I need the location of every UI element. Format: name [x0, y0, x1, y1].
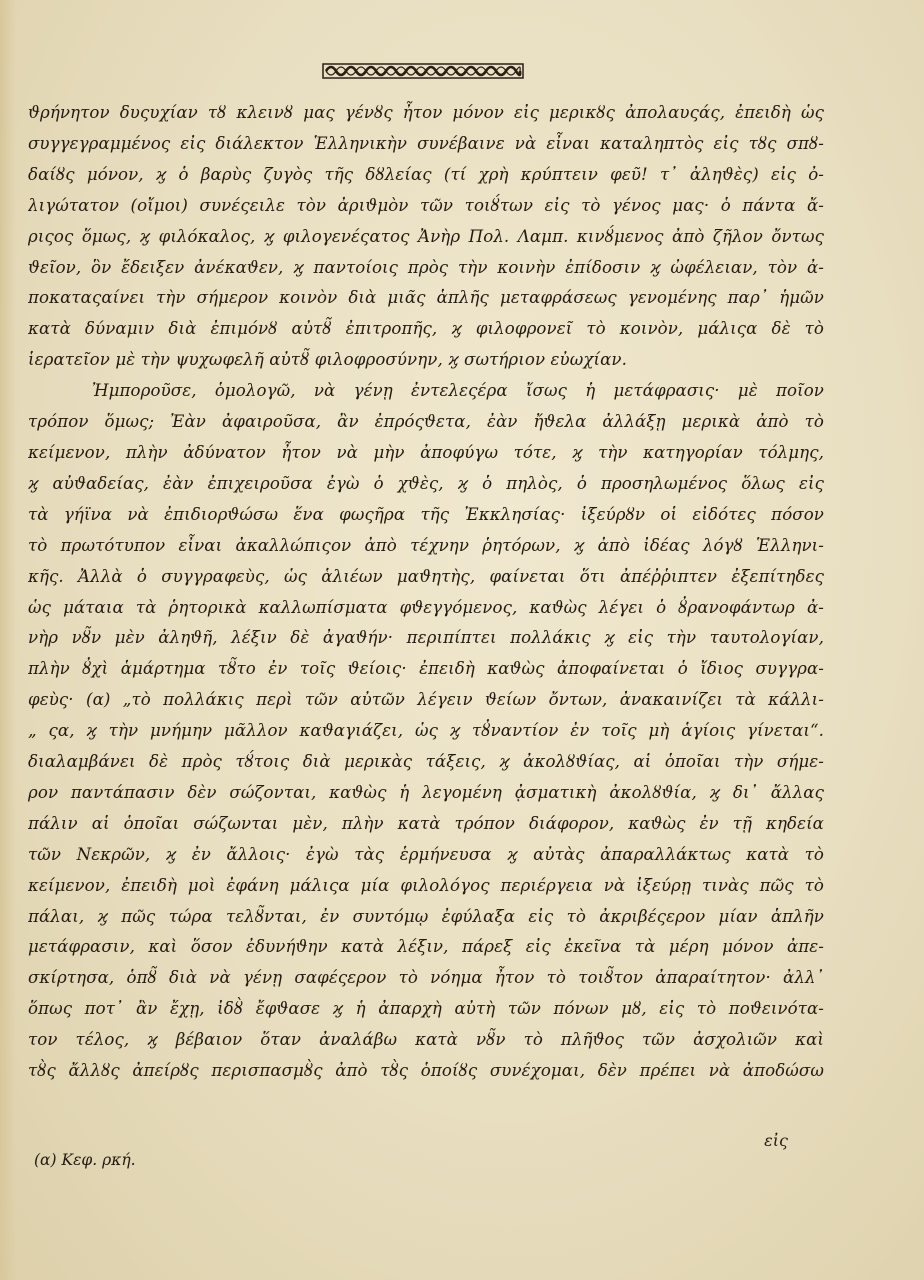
text-line: „ ςα, ϗ τὴν μνήμην μᾶλλον καϑαγιάζει, ὡς ϗ τȣ̓ναντίον ἐν τοῖς μὴ ἁγίοις γίνεται“. [28, 721, 824, 741]
text-line: ϗ αὐϑαδείας, ἐὰν ἐπιχειροῦσα ἐγὼ ὁ χϑὲς, ϗ ὁ πηλὸς, ὁ προσηλωμένος ὅλως εἰς [28, 473, 824, 493]
text-line: μετάφρασιν, καὶ ὅσον ἐδυνήϑην κατὰ λέξιν, πάρεξ εἰς ἐκεῖνα τὰ μέρη μόνον ἀπε- [28, 937, 824, 957]
text-line: σκίρτησα, ὁπȣ̃ διὰ νὰ γένῃ σαφέςερον τὸ νόημα ἦτον τὸ τοιȣ̃τον ἀπαραίτητον· ἀλλ᾽ [28, 968, 824, 988]
text-line: λιγώτατον (οἴμοι) συνέςειλε τὸν ἀριϑμὸν τῶν τοιȣ́των εἰς τὸ γένος μας· ὁ πάντα ἄ- [28, 195, 824, 215]
text-line: κατὰ δύναμιν διὰ ἐπιμόνȣ αὐτȣ̃ ἐπιτροπῆς, ϗ φιλοφρονεῖ τὸ κοινὸν, μάλιςα δὲ τὸ [28, 319, 824, 339]
text-line: ριςος ὅμως, ϗ φιλόκαλος, ϗ φιλογενέςατος Ἀνὴρ Πολ. Λαμπ. κινȣ́μενος ἀπὸ ζῆλον ὄντως [28, 226, 824, 246]
text-line: ὅπως ποτ᾽ ἂν ἔχῃ, ἰδȣ̀ ἔφϑασε ϗ ἡ ἀπαρχὴ αὐτὴ τῶν πόνων μȣ, εἰς τὸ ποϑεινότα- [28, 999, 824, 1019]
text-line: τὸ πρωτότυπον εἶναι ἀκαλλώπιςον ἀπὸ τέχνην ῥητόρων, ϗ ἀπὸ ἰδέας λόγȣ Ἑλληνι- [28, 535, 824, 555]
text-line: διαλαμβάνει δὲ πρὸς τȣ́τοις διὰ μερικὰς τάξεις, ϗ ἀκολȣϑίας, αἱ ὁποῖαι τὴν σήμε- [28, 752, 824, 772]
text-line: Ἠμποροῦσε, ὁμολογῶ, νὰ γένῃ ἐντελεςέρα ἴσως ἡ μετάφρασις· μὲ ποῖον [92, 381, 824, 401]
text-line: ἱερατεῖον μὲ τὴν ψυχωφελῆ αὐτȣ̃ φιλοφροσύνην, ϗ σωτήριον εὐωχίαν. [28, 350, 627, 370]
text-line: πάλιν αἱ ὁποῖαι σώζωνται μὲν, πλὴν κατὰ τρόπον διάφορον, καϑὼς ἐν τῇ κηδεία [28, 813, 824, 833]
text-line: κῆς. Ἀλλὰ ὁ συγγραφεὺς, ὡς ἁλιέων μαϑητὴς, φαίνεται ὅτι ἀπέῤῥιπτεν ἐξεπίτηδες [28, 566, 824, 586]
text-line: ϑρήνητον δυςυχίαν τȣ κλεινȣ μας γένȣς ἦτον μόνον εἰς μερικȣς ἀπολαυςάς, ἐπειδὴ ὡς [28, 103, 824, 122]
text-line: κείμενον, πλὴν ἀδύνατον ἦτον νὰ μὴν ἀποφύγω τότε, ϗ τὴν κατηγορίαν τόλμης, [28, 442, 824, 462]
text-line: τὰ γήϊνα νὰ ἐπιδιορϑώσω ἕνα φωςῆρα τῆς Ἐκκλησίας· ἰξεύρȣν οἱ εἰδότες πόσον [28, 504, 824, 524]
text-line: ὡς μάταια τὰ ῥητορικὰ καλλωπίσματα φϑεγγόμενος, καϑὼς λέγει ὁ ȣ̓ρανοφάντωρ ἀ- [28, 597, 824, 617]
body-text [28, 98, 824, 1087]
text-line: κείμενον, ἐπειδὴ μοὶ ἐφάνη μάλιςα μία φιλολόγος περιέργεια νὰ ἰξεύρῃ τινὰς πῶς τὸ [28, 875, 824, 895]
text-line: φεὺς· (α) „τὸ πολλάκις περὶ τῶν αὐτῶν λέγειν ϑείων ὄντων, ἀνακαινίζει τὰ κάλλι- [28, 690, 824, 710]
text-line: τον τέλος, ϗ βέβαιον ὅταν ἀναλάβω κατὰ νȣ̃ν τὸ πλῆϑος τῶν ἀσχολιῶν καὶ [28, 1030, 824, 1050]
catchword: εἰς [764, 1131, 788, 1150]
text-line: ϑεῖον, ὃν ἔδειξεν ἀνέκαϑεν, ϗ παντοίοις πρὸς τὴν κοινὴν ἐπίδοσιν ϗ ὠφέλειαν, τὸν ἀ- [28, 257, 824, 277]
text-line: τρόπον ὅμως; Ἐὰν ἀφαιροῦσα, ἂν ἐπρόςϑετα, ἐὰν ἤϑελα ἀλλάξῃ μερικὰ ἀπὸ τὸ [28, 412, 824, 432]
text-line: νὴρ νȣ̃ν μὲν ἀληϑῆ, λέξιν δὲ ἀγαϑήν· περιπίπτει πολλάκις ϗ εἰς τὴν ταυτολογίαν, [28, 628, 824, 648]
text-line: δαίȣς μόνον, ϗ ὁ βαρὺς ζυγὸς τῆς δȣλείας (τί χρὴ κρύπτειν φεῦ! τ᾽ ἀληϑὲς) εἰς ὀ- [28, 164, 824, 184]
text-line: τȣ̀ς ἄλλȣς ἀπείρȣς περισπασμȣ̀ς ἀπὸ τȣ̀ς ὁποίȣς συνέχομαι, δὲν πρέπει νὰ ἀποδώσω [28, 1061, 824, 1081]
text-line: πάλαι, ϗ πῶς τώρα τελȣ̃νται, ἐν συντόμῳ ἐφύλαξα εἰς τὸ ἀκριβέςερον μίαν ἁπλῆν [28, 906, 824, 926]
footnote: (α) Κεφ. ρκή. [34, 1151, 136, 1169]
text-line: τῶν Νεκρῶν, ϗ ἐν ἄλλοις· ἐγὼ τὰς ἑρμήνευσα ϗ αὐτὰς ἀπαραλλάκτως κατὰ τὸ [28, 844, 824, 864]
text-line: ρον παντάπασιν δὲν σώζονται, καϑὼς ἡ λεγομένη ᾀσματικὴ ἀκολȣϑία, ϗ δι᾽ ἄλλας [28, 782, 824, 802]
headpiece-ornament [322, 60, 524, 82]
text-line: πλὴν ȣ̓χὶ ἁμάρτημα τȣ̃το ἐν τοῖς ϑείοις· ἐπειδὴ καϑὼς ἀποφαίνεται ὁ ἴδιος συγγρα- [28, 659, 824, 679]
text-line: ποκαταςαίνει τὴν σήμερον κοινὸν διὰ μιᾶς ἁπλῆς μεταφράσεως γενομένης παρ᾽ ἡμῶν [28, 288, 824, 308]
text-line: συγγεγραμμένος εἰς διάλεκτον Ἑλληνικὴν συνέβαινε νὰ εἶναι καταληπτὸς εἰς τȣς σπȣ- [28, 133, 824, 153]
